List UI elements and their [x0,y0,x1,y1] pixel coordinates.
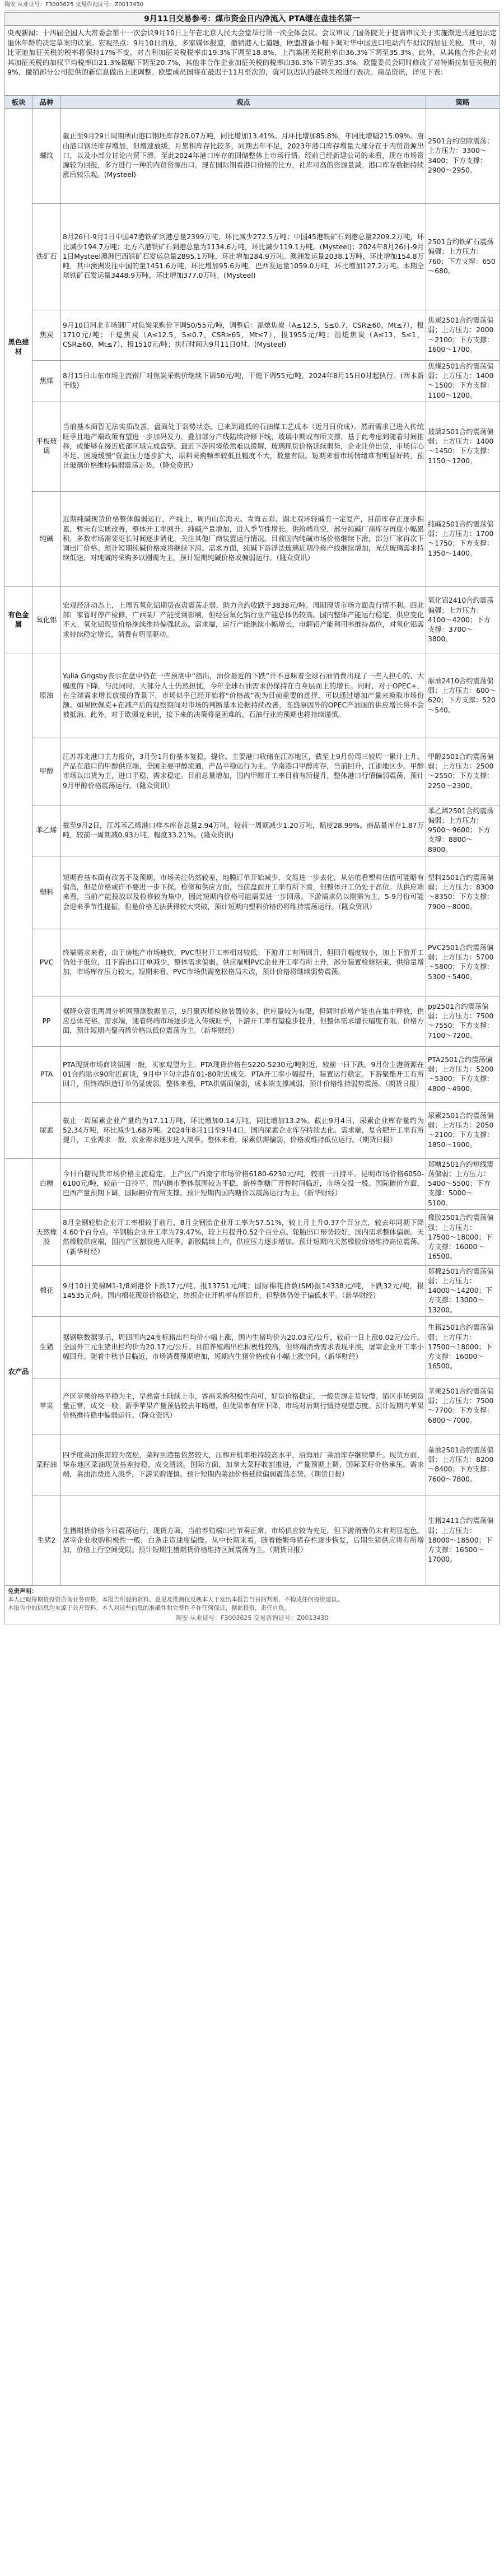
variety-cell: 原油 [32,654,61,738]
variety-cell: 白糖 [32,1158,61,1209]
view-cell: 9月10日河北市场钢厂对焦炭采购价下调50/55元/吨，调整后：湿熄焦炭（A≤12.5，S≤0.7，CSR≥60，Mt≤7），报1710元/吨；干熄焦炭（A≤12.5，S≤0.7，CSR≥65，Mt≤7），报1955元/吨；湿熄焦炭（A≤13，S≤1，CSR≥60，Mt≤7），报1510元/吨；执行时间为9月11日0时。(Mysteel) [61,310,426,361]
strategy-cell: 甲醇2501合约震荡偏弱；上方压力：2500～2550；下方支撑：2250～2300。 [426,738,500,805]
variety-cell: 焦炭 [32,310,61,361]
strategy-cell: 菜油2501合约震荡偏弱；上方压力：8200～8400；下方支撑：7600～7800。 [426,1434,500,1496]
variety-cell: 棉花 [32,1265,61,1316]
table-row [5,361,500,402]
view-cell: 截止至9月29日周期所山港口钢坯库存28.07万吨，同比增加13.41%。月环比增加85.8%，年同比增幅215.09%。唐山港口钢坯库存增加，但增速放缓，月累积库存比较多，同期去年不足，2023年港口库存增量大部分在于内贸资源出口，以及小部分讨论内贸下滑。至此2024年港口库存的回储整体上市场行情。经前已经新建公司的来看，现在市场资源较为回报，多方进行一种的内贸资源出口。现在国际期看港口价格的比方，社库可高的资源量减。港口库存数据持续涨后较乐观。(Mysteel) [61,109,426,204]
disclaimer-line: 本报告中的信息均来源于公开资料，本人对这些信息的准确性和完整性不作任何保证，据此投资，责任自负。 [8,1604,290,1611]
strategy-cell: 2501合约空隙震荡；上方压力：3300～3400；下方支撑：2900～2950。 [426,109,500,204]
strategy-cell: PVC2501合约震荡偏弱；上方压力：5700～5800；下方支撑：5300～5400。 [426,929,500,996]
view-cell: 江苏苏北港口主力报价，3月份1月份基本复稳，提价。主要港口收储在江苏地区，截至上9月份周三较周一累计上升。产品在港口的甲醇供应端，全国主要甲醇流通，产品平稳运行为主。华南港口甲醇库存，当前回升，江浙地区少。甲醇市场以出货为主，进口平稳，需求稳定。目前总量增加，国内甲醇开工率目前有所提升，整体港口行情偏弱震荡，预计9月甲醇价格震荡运行。（隆众资讯） [61,738,426,805]
credential-stamp: 陶安 从业证号：F3003625 交易咨询证号：Z0013430 [175,1614,329,1622]
header-variety: 品种 [32,96,61,109]
strategy-cell: PTA2501合约震荡偏弱；上方压力：5200～5300；下方支撑：4800～4900。 [426,1046,500,1102]
view-cell: 据隆众资讯两周分析网预测数据显示，9月聚丙烯检修装置较多，供应量较为有限，但同时新增产能也在集中释放，供应总体充裕。需求端，随着终端市场逐步进入传统旺季，下游开工率有望稳步提升，但整体需求增长幅度有限。价格方面，预计短期内聚丙烯价格以低位震荡为主。（新华财经） [61,996,426,1046]
variety-cell: 生猪2 [32,1496,61,1585]
variety-cell: 甲醇 [32,738,61,805]
sector-cell: 黑色建材 [5,109,32,587]
view-cell: 四季度菜油供需较为宽松，菜籽到港量依然较大，压榨开机率维持较高水平，沿海油厂菜油库存继续攀升。现货方面，华东地区菜油现货基差持稳，成交清淡。国际方面，加拿大菜籽收割推进，产量预期上调，国际菜籽价格承压。需求端，菜油消费进入淡季，下游采购谨慎。预计短期内菜油价格延续偏弱震荡态势。（期货日报） [61,1434,426,1496]
header-view: 观点 [61,96,426,109]
table-row [5,586,500,654]
strategy-cell: 尿素2501合约震荡偏弱；上方压力：2050～2100；下方支撑：1850～1900。 [426,1102,500,1158]
strategy-cell: 生猪2501合约震荡偏弱；上方压力：17500～18000；下方支撑：16000～16500。 [426,1316,500,1378]
view-cell: PTA现货市场商谈氛围一般，买家观望为主。PTA现货价格在5220-5230元/吨附近，较前一日下跌。9月份主港货源在01合约贴水90附近商谈，9月中下旬主港在01-80附近成交。PTA开工率小幅提升，装置运行稳定。下游聚酯开工有所回升，但终端织造订单仍显疲弱。整体来看，PTA供需面偏弱，成本端支撑减弱，预计价格维持弱势震荡。（期货日报） [61,1046,426,1102]
strategy-cell: 玻璃2501合约震荡偏弱；上方压力：1400～1450；下方支撑：1150～1200。 [426,402,500,491]
variety-cell: 天然橡胶 [32,1209,61,1265]
view-cell: 终端需求来看，由于房地产市场疲软，PVC型材开工率相对较低。下游开工有所回升，但回升幅度较小，加上下游开工仍处于低位，且下游出口订单减少，整体需求偏弱。供应端则PVC企业开工率有所上升，部分装置检修结束，供给量增加，市场库存压力较大。短期来看，PVC市场供需宽松格局未改，预计价格将继续弱势震荡。 [61,929,426,996]
strategy-cell: 纯碱2501合约震荡偏弱；上方压力：1700～1750；下方支撑：1350～1400。 [426,491,500,586]
table-row [5,491,500,586]
strategy-cell: 郑棉2501合约震荡偏弱；上方压力：14000～14200；下方支撑：13000～13200。 [426,1265,500,1316]
view-cell: 截止一周尿素企业产量约为17.11万吨，环比增加0.14万吨，同比增加13.2%。截止9月4日，尿素企业库存量约为52.34万吨，环比减少1.68万吨。2024年8月1日至9月4日，国内尿素企业库存持续去化。需求端，复合肥开工率有所提升，工业需求一般，农业需求逐步进入淡季。整体来看，尿素供需偏弱，价格或维持低位运行。（期货日报） [61,1102,426,1158]
table-row [5,738,500,805]
variety-cell: 苯乙烯 [32,805,61,856]
sector-cell [5,654,32,1158]
variety-cell: 塑料 [32,856,61,929]
table-row [5,856,500,929]
table-row [5,805,500,856]
variety-cell: 纯碱 [32,491,61,586]
variety-cell: 尿素 [32,1102,61,1158]
table-row [5,1046,500,1102]
table-row [5,1434,500,1496]
sector-cell: 有色金属 [5,586,32,654]
variety-cell: 平板玻璃 [32,402,61,491]
variety-cell: 铁矿石 [32,204,61,310]
variety-cell: 生猪 [32,1316,61,1378]
view-cell: 产区苹果价格平稳为主，早熟富士陆续上市，客商采购积极性尚可，好货价格稳定，一般货源走货较慢。销区市场到货量正常，成交一般。新季苹果产量预估较去年略增，但优果率有所下降，市场对后期行情持观望态度。预计短期内苹果价格维持稳中偏弱运行。（隆众资讯） [61,1378,426,1434]
view-cell: 宏观经济动态上，上周五氧化铝期货夜盘震荡走弱，助力合约收跌于3838元/吨。周期现货市场方面盘行情不利。四北部厂家暂时停产检修，广西某厂产能受到影响，但经营氧化铝行业产能总体仍较高。国内整体产能运行稳定，供应变化不大。氧化铝现货价格继续维持偏强状态。需求端，运行产能继续小幅增长，电解铝产能利用率维持高位，对氧化铝需求持续稳定增长，消费有明显驱动。 [61,586,426,654]
header-strategy: 策略 [426,96,500,109]
strategy-cell: 氧化铝2410合约震荡偏强；上方压力：4100～4200；下方支撑：3700～3800。 [426,586,500,654]
table-row [5,929,500,996]
table-row [5,1496,500,1585]
strategy-cell: 橡胶2501合约震荡偏强；上方压力：17500～18000；下方支撑：16000～16500。 [426,1209,500,1265]
view-cell: 当前基本面暂无法实质改善，盘面处于弱势状态，已来到最低的石油煤工艺成本（近月日价成）。然而需求已进入传统旺季且地产端政策有望进一步加码发力，叠加部分产线陆续冷修下线，玻璃中期或有所支撑，基于此考虑到随着时间推移，或能够在接近底部区域完成盘整。最近下游困境依然难以缓解，玻璃现货价格延续弱势，企业让价出货，市场信心不足。困境缓慢“资金压力逐步扩大，原料采购频率较低且幅度不大，数量有限。短期来看市场情绪难有明显好转，预计玻璃价格维持偏弱震荡走势。（隆众资讯） [61,402,426,491]
view-cell: 据钢联数据显示，周四国内24度标猪出栏均价小幅上涨，国内生猪均价为20.03元/公斤，较前一日上涨0.02元/公斤。全国外三元生猪出栏均价为20.17元/公斤。目前养殖端出栏积极性较高，但终端消费需求表现平淡，屠宰企业开工率小幅回升。随着中秋节日临近，市场消费预期增加，短期内生猪价格或有小幅上涨空间。（新华财经） [61,1316,426,1378]
strategy-cell: 焦煤2501合约震荡偏弱；上方压力：1400～1500；下方支撑：1100～1200。 [426,361,500,402]
strategy-cell: 原油2410合约震荡偏弱；上方压力：600～620；下方支撑：520～540。 [426,654,500,738]
variety-cell: 菜籽油 [32,1434,61,1496]
table-row [5,654,500,738]
strategy-cell: 郑糖2501合约短线震荡偏弱；上方压力：5400～5500；下方支撑：5000～5100。 [426,1158,500,1209]
header-sector: 板块 [5,96,32,109]
disclaimer-heading: 免责声明： [8,1587,38,1595]
table-header-row [5,96,500,109]
variety-cell: 焦煤 [32,361,61,402]
view-cell: 今日白糖现货市场价格主流稳定，上产区广西南宁市场价格6180-6230元/吨，较前一日持平。昆明市场价格6050-6100元/吨，较前一日持平。国内糖市整体氛围较为平稳，新榨季糖厂开榨时间临近，市场交投一般。国际糖价方面，巴西产量预期下调，国际糖价有所支撑。预计短期内国内糖价以震荡运行为主。（新华财经） [61,1158,426,1209]
view-cell: 近期纯碱现货价格整体偏弱运行，产线上，周内山东海天、青海五彩、湖北双环轻碱有一定复产，目前库存正逐步积累，暂未有实质改善，整体开工率回升。纯碱产量增加，进入季节性增长。供给端利空，部分纯碱厂商库存再度小幅累积，多数市场需要更长时间逐步消化，关注其他厂商装置运行情况。目前国内纯碱市场价格继续下滑，部分厂家再次下调出厂价格。预计短期纯碱价格或将继续下滑。需求方面，纯碱下游浮法玻璃近期冷修产线继续增加，光伏玻璃需求持续低迷，对纯碱的采购多以刚需为主，预计短期纯碱价格或偏弱运行。（隆众资讯） [61,491,426,586]
view-cell: 9月10日美棉M1-1/8到港价下跌17元/吨，报13751元/吨；国际棉花指数(SM)报14338元/吨，下跌32元/吨，报14535元/吨。国内棉花现货价格稳定，纺织企业开机率有所回升，但整体仍处于偏低水平。（新华财经） [61,1265,426,1316]
table-row [5,996,500,1046]
view-cell: 8月15日山东市场主流钢厂对焦炭采购价继续下调50元/吨，干熄下调55元/吨，2024年8月15日0时起执行。(西本新干线) [61,361,426,402]
strategy-cell: 苹果2501合约震荡偏弱；上方压力：7500～7700；下方支撑：6800～7000。 [426,1378,500,1434]
variety-cell: PVC [32,929,61,996]
table-row [5,1265,500,1316]
table-row [5,109,500,204]
table-row [5,1209,500,1265]
table-row [5,1158,500,1209]
table-row [5,1102,500,1158]
sector-cell: 农产品 [5,1158,32,1585]
table-row [5,310,500,361]
table-row [5,1316,500,1378]
table-body [5,109,500,1586]
view-cell: 8月26日-9月1日中国47港铁矿到港总量2399万吨，环比减少272.5万吨；中国45港铁矿石到港总量2209.2万吨，环比减少194.7万吨；北方六港铁矿石到港总量为1134.6万吨，环比减少119.1万吨。(Mysteel)；2024年8月26日-9月1日Mysteel澳洲巴西铁矿石发运总量2895.1万吨，环比增加284.9万吨。澳洲发运量2038.1万吨，环比增加154.8万吨，其中澳洲发往中国的量1451.6万吨，环比增加95.6万吨。巴西发运量1059.0万吨，环比增加127.2万吨。本期全球铁矿石发运量3448.9万吨，环比增加377.0万吨。(Mysteel) [61,204,426,310]
view-cell: Yulia Grigsby表示在盘中仍在一些预测中“指出，油价最近的下跌”并不意味着全球石油消费出现了一些人担心的、大幅度的下降，与此同时，大部分人士仍然担忧，今年全球石油需求仍保持在自身层面上的增长。同时，对于OPEC+，在全球需求增长放缓的背景下，市场似乎已经开始将“价格战”视为目前重要的选择，可以通过增加产量来换取市场份额。如果欧佩克+在减产后的观察期间对市场的判断基本论据持续改善，高盛原因外的OPEC产油国的供应增长将不会被抵消。此外，对于欧佩克来说，接下来的决策将是困难的，石油行业的预期也将持续谨慎。 [61,654,426,738]
table-row [5,1378,500,1434]
document-title: 9月11日交易参考：煤市资金日内净流入 PTA继在盘挂名第一 [4,12,500,26]
strategy-cell: 生猪2411合约震荡偏弱；上方压力：18000～18500；下方支撑：16500～17000。 [426,1496,500,1585]
strategy-cell: 2501合约铁矿石震荡偏强；上方压力：760；下方支撑：650～680。 [426,204,500,310]
view-cell: 8月全钢轮胎企业开工率相较于前月，8月全钢胎企业开工率为57.51%，较上月上升0.37个百分点，较去年同期下降4.60个百分点。半钢胎企业开工率为79.47%，较上月提升0.52个百分点。轮胎出口形势较好，国内需求整体偏弱。天然橡胶供应端，国内产区割胶进入旺季，新胶陆续上市，供应压力逐步增加。预计短期内天然橡胶价格维持高位震荡。（新华财经） [61,1209,426,1265]
variety-cell: PTA [32,1046,61,1102]
view-cell: 短期看基本面有改善不及预期，市场关注仍然较差，地膜订单开始减少，交易进一步去化，从估值看塑料估值可能略有偏高，但是价格或许不要进一步下探。检修和供应方面，当前盘面开工率有所下滑，但整体开工仍处于高位。从供应端来看，当前产能投放以及检修较为集中，因此短期内价格可能需要进一步回落。下游需求仍以刚需为主，5-9月份可能会迎来季节性提振，但是价格无法获得较大突破，预计短期内塑料价格仍将维持震荡运行。（隆众资讯） [61,856,426,929]
view-cell: 生猪期货价格今日震荡运行，现货方面，当前养殖端出栏节奏正常，市场供应较为充足，但下游消费仍未有明显起色。屠宰企业收购积极性一般，白条走货速度偏慢。从中长期来看，随着能繁母猪存栏逐步恢复，后期生猪供应将有所增加，价格上行空间受限。预计短期生猪期货价格维持区间震荡为主。（期货日报） [61,1496,426,1585]
variety-cell: 氧化铝 [32,586,61,654]
view-cell: 截至9月2日，江苏苯乙烯港口样本库存总量2.94万吨，较前一周期减少1.20万吨，幅度28.99%。商品量库存1.87万吨，较前一周期减0.93万吨，幅度33.21%。(隆众资讯) [61,805,426,856]
strategy-cell: 塑料2501合约震荡偏弱；上方压力：8300～8350；下方支撑：7900～8000。 [426,856,500,929]
intro-paragraph: 央视新闻：十四届全国人大常委会第十一次会议9月10日上午在北京人民大会堂举行第一次全体会议。会议审议了国务院关于提请审议关于实施渐进式延迟法定退休年龄的决定草案的议案。宏观热点：9月10日消息，多家媒体报道，撤销港人七道题，欧盟准备小幅下调对华中国进口电动汽车拟议的加征关税。其中，对比亚迪加征关税的税率将保持17%不变，对吉利加征关税税率由19.3%下调至18.8%，上汽集团关税税率由36.3%下调至35.3%。此外，从其他合作企业对其加征关税的加权平均税率由21.3%微幅下调至20.7%，其他非合作企业加征关税的税率由36.3%下调至35.3%。欧盟委员会同时修改了对特斯拉加征关税的9%，撤销部分公司提供的新信息做出上述调整。欧盟成员国将在最迟于11月至次的，就可以迟认的最终关税进行表决。商品资讯，详见下表： [4,26,500,95]
commodity-table [4,95,500,1586]
strategy-cell: 苯乙烯2501合约震荡偏弱；上方压力：9500～9600；下方支撑：8800～8900。 [426,805,500,856]
variety-cell: 苹果 [32,1378,61,1434]
variety-cell: 螺纹 [32,109,61,204]
table-row [5,204,500,310]
table-row [5,402,500,491]
strategy-cell: 焦炭2501合约震荡偏弱；上方压力：2000～2100；下方支撑：1600～1700。 [426,310,500,361]
variety-cell: PP [32,996,61,1046]
disclaimer [4,1586,500,1624]
strategy-cell: pp2501合约震荡偏弱；上方压力：7500～7550；下方支撑：7100～7200。 [426,996,500,1046]
disclaimer-line: 本人已取得期货投资咨询业务资格，本报告所载的资料、意见及推测仅反映本人于发出本报告当日的判断，不构成任何投资建议。 [8,1596,343,1603]
author-credential-bar: 陶安 从业证号：F3003625 交易咨询证号：Z0013430 [4,0,500,11]
